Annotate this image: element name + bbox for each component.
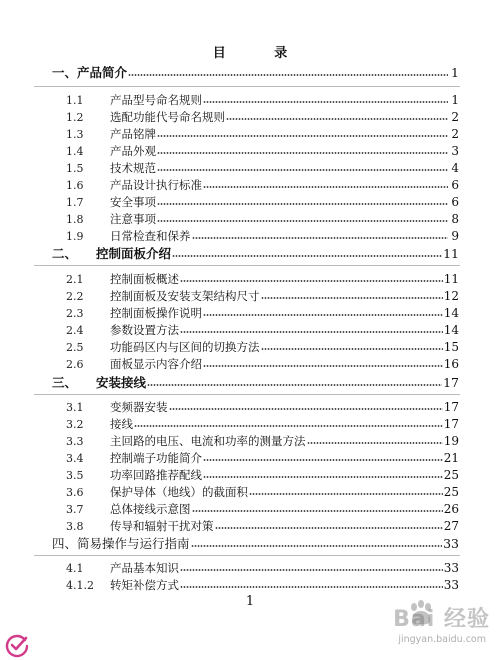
section-number: 4.1.2 [66,579,94,592]
chapter-divider [34,394,460,395]
section-number: 2.5 [66,341,84,354]
section-page-number: 14 [443,306,459,320]
dot-leader [261,296,443,300]
section-title: 功率回路推荐配线 [110,468,202,482]
chapter-title: 产品简介 [77,65,128,80]
section-title: 传导和辐射干扰对策 [110,519,214,533]
chapter-title: 控制面板介绍 [96,246,172,261]
section-number: 2.6 [66,358,84,371]
toc-entry[interactable] [66,210,459,228]
dot-leader [226,117,448,121]
section-title: 转矩补偿方式 [110,578,179,592]
section-title: 产品型号命名规则 [110,93,202,107]
dot-leader [157,219,448,223]
watermark-url: jingyan.baidu.com [398,634,486,645]
section-title: 技术规范 [110,161,156,175]
dot-leader [203,185,448,189]
section-page-number: 3 [451,144,459,158]
toc-entry[interactable] [66,321,459,339]
section-title: 控制面板操作说明 [110,306,202,320]
section-number: 1.1 [66,94,84,107]
section-title: 日常检查和保养 [110,229,191,243]
section-number: 4.1 [66,562,84,575]
section-number: 3.8 [66,520,84,533]
dot-leader [180,585,443,589]
section-number: 1.9 [66,230,84,243]
chapter-page-number: 17 [443,375,459,390]
toc-entry[interactable] [66,227,459,245]
section-number: 3.6 [66,486,84,499]
dot-leader [128,73,448,77]
watermark-brand: Bai 经验 [393,607,490,632]
dot-leader [191,544,443,548]
section-page-number: 9 [451,229,459,243]
chapter-divider [34,555,460,556]
section-number: 1.2 [66,111,84,124]
chapter-page-number: 1 [451,65,459,80]
chapter-divider [34,86,460,87]
section-number: 1.4 [66,145,84,158]
toc-entry[interactable] [66,500,459,518]
section-number: 2.2 [66,290,84,303]
page-footer-number: 1 [245,594,255,609]
dot-leader [157,151,448,155]
chapter-page-number: 33 [443,536,459,551]
toc-entry[interactable] [66,449,459,467]
toc-entry[interactable] [66,338,459,356]
section-title: 保护导体（地线）的截面积 [110,485,248,499]
section-number: 3.7 [66,503,84,516]
toc-entry[interactable] [66,483,459,501]
section-title: 参数设置方法 [110,323,179,337]
toc-chapter-4[interactable] [52,535,459,553]
section-page-number: 4 [451,161,459,175]
toc-entry[interactable] [66,398,459,416]
dot-leader [203,364,443,368]
dot-leader [203,458,443,462]
section-title: 产品基本知识 [110,561,179,575]
section-number: 3.2 [66,418,84,431]
dot-leader [192,236,449,240]
section-page-number: 2 [451,110,459,124]
section-number: 1.8 [66,213,84,226]
section-page-number: 6 [451,178,459,192]
section-title: 控制端子功能简介 [110,451,202,465]
toc-entry[interactable] [66,466,459,484]
section-page-number: 16 [443,357,459,371]
section-number: 3.4 [66,452,84,465]
dot-leader [180,568,443,572]
dot-leader [203,475,443,479]
chapter-title: 安装接线 [96,375,147,390]
dot-leader [157,134,448,138]
section-page-number: 17 [443,417,459,431]
dot-leader [147,383,442,387]
dot-leader [307,441,443,445]
section-title: 变频器安装 [110,400,168,414]
toc-entry[interactable] [66,576,459,594]
section-page-number: 11 [443,272,459,286]
chapter-title: 简易操作与运行指南 [77,536,190,551]
toc-entry[interactable] [66,176,459,194]
section-page-number: 21 [443,451,459,465]
section-page-number: 26 [443,502,459,516]
toc-entry[interactable] [66,108,459,126]
toc-title: 目 录 [212,46,310,61]
section-number: 3.3 [66,435,84,448]
toc-entry[interactable] [66,193,459,211]
dot-leader [215,526,443,530]
toc-entry[interactable] [66,304,459,322]
toc-entry[interactable] [66,91,459,109]
toc-entry[interactable] [66,287,459,305]
section-number: 1.7 [66,196,84,209]
dot-leader [261,347,443,351]
chapter-number: 三、 [52,375,78,390]
section-number: 1.6 [66,179,84,192]
toc-entry[interactable] [66,355,459,373]
toc-entry[interactable] [66,415,459,433]
toc-entry[interactable] [66,142,459,160]
toc-entry[interactable] [66,432,459,450]
section-page-number: 33 [443,561,459,575]
dot-leader [180,279,443,283]
section-number: 2.4 [66,324,84,337]
dot-leader [134,424,443,428]
section-page-number: 25 [443,485,459,499]
section-number: 2.1 [66,273,84,286]
section-title: 面板显示内容介绍 [110,357,202,371]
section-number: 3.5 [66,469,84,482]
toc-entry[interactable] [66,559,459,577]
dot-leader [192,509,443,513]
section-title: 控制面板概述 [110,272,179,286]
toc-chapter-3[interactable] [52,374,459,392]
section-title: 主回路的电压、电流和功率的测量方法 [110,434,306,448]
chapter-number: 二、 [52,246,78,261]
chapter-divider [34,265,460,266]
section-page-number: 27 [443,519,459,533]
dot-leader [172,254,442,258]
dot-leader [203,313,443,317]
toc-chapter-1[interactable] [52,64,459,82]
section-number: 1.3 [66,128,84,141]
section-page-number: 14 [443,323,459,337]
toc-entry[interactable] [66,517,459,535]
section-title: 注意事项 [110,212,156,226]
section-number: 3.1 [66,401,84,414]
section-title: 选配功能代号命名规则 [110,110,225,124]
section-page-number: 6 [451,195,459,209]
section-title: 功能码区内与区间的切换方法 [110,340,260,354]
section-number: 2.3 [66,307,84,320]
chapter-page-number: 11 [443,246,459,261]
dot-leader [157,168,448,172]
section-title: 产品外观 [110,144,156,158]
section-page-number: 17 [443,400,459,414]
dot-leader [169,407,443,411]
chapter-number: 四、 [52,536,78,551]
section-title: 控制面板及安装支架结构尺寸 [110,289,260,303]
section-page-number: 25 [443,468,459,482]
section-page-number: 12 [443,289,459,303]
section-page-number: 15 [443,340,459,354]
dot-leader [180,330,443,334]
section-title: 安全事项 [110,195,156,209]
section-page-number: 19 [443,434,459,448]
section-page-number: 2 [451,127,459,141]
section-page-number: 1 [451,93,459,107]
section-page-number: 33 [443,578,459,592]
section-title: 产品铭牌 [110,127,156,141]
check-circle-icon [4,632,30,658]
section-title: 接线 [110,417,133,431]
toc-entry[interactable] [66,159,459,177]
toc-entry[interactable] [66,270,459,288]
dot-leader [203,100,448,104]
chapter-number: 一、 [52,65,78,80]
dot-leader [157,202,448,206]
toc-chapter-2[interactable] [52,245,459,263]
section-number: 1.5 [66,162,84,175]
section-title: 产品设计执行标准 [110,178,202,192]
section-page-number: 8 [451,212,459,226]
dot-leader [249,492,443,496]
toc-entry[interactable] [66,125,459,143]
section-title: 总体接线示意图 [110,502,191,516]
